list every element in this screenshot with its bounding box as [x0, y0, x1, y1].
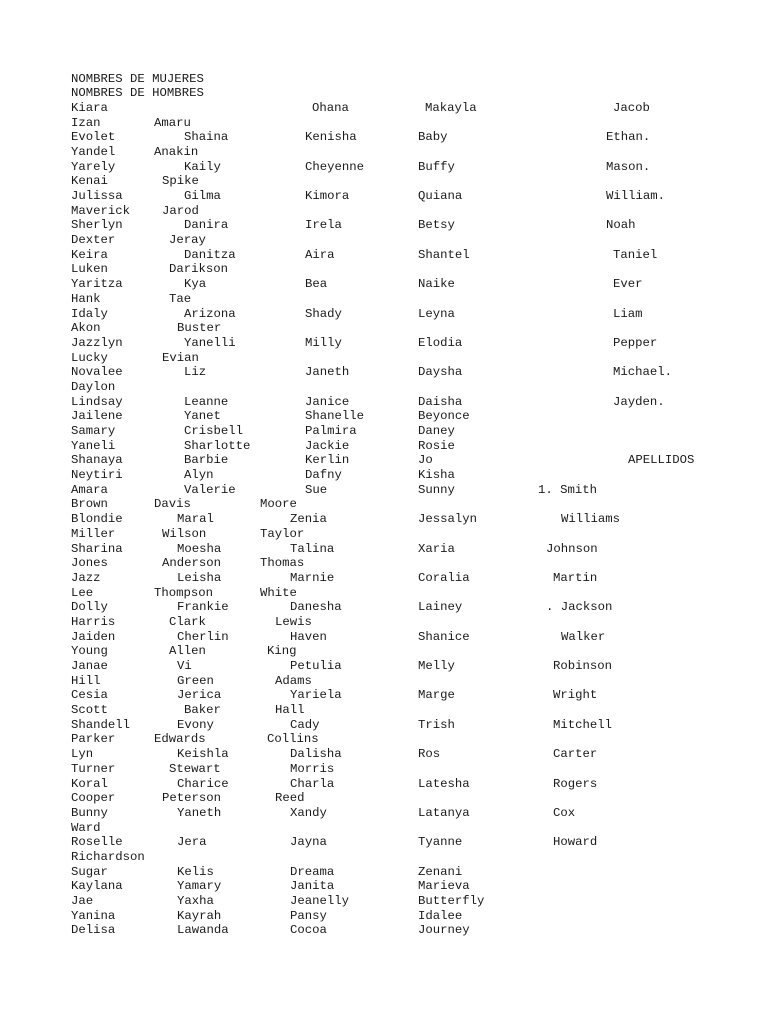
text-line — [0, 307, 768, 322]
word: Jaiden — [71, 629, 116, 644]
word: Shandell — [71, 717, 131, 732]
word: Collins — [267, 732, 319, 747]
word: Crisbell — [184, 424, 244, 438]
text-line — [0, 351, 768, 366]
word: Lee — [71, 585, 94, 600]
word: Ohana — [312, 100, 349, 115]
word: Kelis — [177, 864, 214, 879]
word: Pansy — [290, 908, 327, 923]
word: Yaritza — [71, 277, 123, 292]
word: Kisha — [418, 468, 455, 483]
word: Lainey — [418, 600, 463, 615]
word: Luken — [71, 262, 108, 277]
word: Cheyenne — [305, 159, 365, 174]
word: Harris — [71, 614, 116, 629]
text-line — [0, 865, 768, 880]
word: Jerica — [177, 688, 222, 703]
word: Moore — [260, 497, 297, 512]
word: Yariela — [290, 688, 342, 703]
word: Yandel — [71, 144, 116, 159]
word: Michael. — [613, 365, 673, 380]
word: Lucky — [71, 350, 108, 365]
text-line — [0, 909, 768, 924]
word: Brown — [71, 497, 108, 512]
word: Arizona — [184, 306, 236, 321]
text-line — [0, 615, 768, 630]
word: Jeanelly — [290, 894, 350, 908]
text-line — [0, 292, 768, 307]
word: Taniel — [613, 247, 658, 262]
word: Noah — [606, 218, 636, 233]
text-line — [0, 630, 768, 645]
word: Buster — [177, 321, 222, 336]
word: Shanaya — [71, 453, 123, 468]
word: Zenia — [290, 512, 327, 527]
text-line — [0, 923, 768, 938]
word: Barbie — [184, 453, 229, 468]
word: Zenani — [418, 864, 463, 879]
word: Jayden. — [613, 394, 665, 409]
word: Evian — [162, 350, 199, 365]
word: Dexter — [71, 233, 116, 248]
word: Evolet — [71, 130, 116, 145]
word: Kiara — [71, 100, 108, 115]
word: Baker — [184, 703, 221, 718]
word: Frankie — [177, 600, 229, 615]
word: Janae — [71, 659, 108, 673]
word: Spike — [162, 174, 199, 189]
word: Anakin — [154, 144, 199, 159]
word: Cox — [553, 805, 576, 820]
text-line — [0, 497, 768, 512]
word: Kya — [184, 277, 207, 292]
word: Kaylana — [71, 879, 123, 894]
text-line — [0, 879, 768, 894]
text-line — [0, 762, 768, 777]
text-line — [0, 791, 768, 806]
word: Williams — [561, 512, 621, 527]
word: Edwards — [154, 732, 206, 747]
word: Delisa — [71, 923, 116, 938]
word: Dolly — [71, 600, 108, 615]
text-line — [0, 439, 768, 454]
text-line — [0, 718, 768, 733]
word: Coralia — [418, 570, 470, 585]
word: Izan — [71, 115, 101, 130]
word: Julissa — [71, 189, 123, 203]
text-line — [0, 248, 768, 263]
text-line — [0, 424, 768, 439]
word: Shady — [305, 306, 342, 321]
word: Danesha — [290, 600, 342, 615]
word: Buffy — [418, 159, 455, 174]
word: Idaly — [71, 306, 108, 321]
word: Irela — [305, 218, 342, 233]
text-line — [0, 453, 768, 468]
word: Alyn — [184, 468, 214, 483]
word: William. — [606, 189, 666, 203]
word: Valerie — [184, 482, 236, 497]
word: Janice — [305, 394, 350, 409]
word: Yaneli — [71, 438, 116, 453]
word: Yanina — [71, 908, 116, 923]
word: Richardson — [71, 849, 145, 864]
word: Lawanda — [177, 923, 229, 938]
word: Tyanne — [418, 835, 463, 850]
word: Kaily — [184, 159, 221, 174]
word: Robinson — [553, 659, 613, 673]
word: Petulia — [290, 659, 342, 673]
text-line — [0, 116, 768, 131]
word: Thompson — [154, 585, 214, 600]
word: Vi — [177, 659, 192, 673]
word: Aira — [305, 247, 335, 262]
text-line — [0, 204, 768, 219]
word: Kayrah — [177, 908, 222, 923]
word: Sue — [305, 482, 328, 497]
word: Cady — [290, 717, 320, 732]
word: Xandy — [290, 805, 327, 820]
word: Yamary — [177, 879, 222, 894]
word: Carter — [553, 747, 598, 762]
text-line — [0, 468, 768, 483]
word: Parker — [71, 732, 116, 747]
text-line — [0, 600, 768, 615]
word: Hall — [275, 703, 305, 718]
word: Shanice — [418, 629, 470, 644]
word: Sharlotte — [184, 438, 251, 453]
word: Marieva — [418, 879, 470, 894]
word: Pepper — [613, 335, 658, 350]
text-line — [0, 336, 768, 351]
word: Roselle — [71, 835, 123, 850]
text-line — [0, 380, 768, 395]
word: Jo — [418, 453, 433, 468]
word: Maverick — [71, 203, 131, 218]
text-line — [0, 483, 768, 498]
word: Jackie — [305, 438, 350, 453]
word: Baby — [418, 130, 448, 145]
text-line — [0, 72, 768, 87]
word: Miller — [71, 526, 116, 541]
text-line — [0, 321, 768, 336]
word: Latesha — [418, 776, 470, 791]
text-line — [0, 262, 768, 277]
document-page — [0, 72, 768, 939]
word: Gilma — [184, 189, 221, 203]
word: Melly — [418, 659, 455, 673]
word: 1. Smith — [538, 482, 598, 497]
text-line — [0, 409, 768, 424]
word: Hill — [71, 673, 101, 688]
word: Dalisha — [290, 747, 342, 762]
word: Shantel — [418, 247, 470, 262]
word: Jae — [71, 894, 94, 908]
text-line — [0, 174, 768, 189]
word: Neytiri — [71, 468, 123, 483]
word: Lindsay — [71, 394, 123, 409]
word: Tae — [169, 291, 192, 306]
word: Wilson — [162, 526, 207, 541]
word: Adams — [275, 673, 312, 688]
word: Akon — [71, 321, 101, 336]
word: Naike — [418, 277, 455, 292]
word: Yanet — [184, 409, 221, 424]
text-line — [0, 145, 768, 160]
word: Elodia — [418, 335, 463, 350]
word: Evony — [177, 717, 214, 732]
word: Sharina — [71, 541, 123, 556]
word: Turner — [71, 761, 116, 776]
text-line — [0, 659, 768, 674]
word: Taylor — [260, 526, 305, 541]
text-line — [0, 894, 768, 909]
word: Daisha — [418, 394, 463, 409]
word: Janita — [290, 879, 335, 894]
text-line — [0, 365, 768, 380]
word: Hank — [71, 291, 101, 306]
word: Palmira — [305, 424, 357, 438]
word: Marge — [418, 688, 455, 703]
text-line — [0, 160, 768, 175]
word: Young — [71, 644, 108, 659]
word: Sunny — [418, 482, 455, 497]
text-line — [0, 777, 768, 792]
word: Danitza — [184, 247, 236, 262]
text-line — [0, 527, 768, 542]
word: Leyna — [418, 306, 455, 321]
word: Davis — [154, 497, 191, 512]
word: Dreama — [290, 864, 335, 879]
word: Amara — [71, 482, 108, 497]
word: Yanelli — [184, 335, 236, 350]
word: Idalee — [418, 908, 463, 923]
apellidos-heading: APELLIDOS — [628, 453, 695, 468]
word: Liam — [613, 306, 643, 321]
word: NOMBRES DE MUJERES — [71, 71, 204, 86]
word: Cooper — [71, 791, 116, 806]
text-line — [0, 512, 768, 527]
word: Kenai — [71, 174, 108, 189]
word: Keishla — [177, 747, 229, 762]
word: Howard — [553, 835, 598, 850]
word: Rogers — [553, 776, 598, 791]
text-line — [0, 571, 768, 586]
word: Janeth — [305, 365, 350, 380]
word: Samary — [71, 424, 116, 438]
text-line — [0, 674, 768, 689]
word: Shanelle — [305, 409, 365, 424]
word: Cherlin — [177, 629, 229, 644]
word: Jazzlyn — [71, 335, 123, 350]
word: Scott — [71, 703, 108, 718]
text-line — [0, 86, 768, 101]
word: Ever — [613, 277, 643, 292]
word: Leisha — [177, 570, 222, 585]
text-line — [0, 747, 768, 762]
word: Daylon — [71, 379, 116, 394]
word: Cocoa — [290, 923, 327, 938]
text-line — [0, 542, 768, 557]
word: Walker — [561, 629, 606, 644]
word: Sherlyn — [71, 218, 123, 233]
word: Daney — [418, 424, 455, 438]
word: King — [267, 644, 297, 659]
word: Jailene — [71, 409, 123, 424]
word: Jones — [71, 556, 108, 571]
word: Clark — [169, 614, 206, 629]
text-line — [0, 556, 768, 571]
word: Charla — [290, 776, 335, 791]
word: Leanne — [184, 394, 229, 409]
word: Darikson — [169, 262, 229, 277]
word: Dafny — [305, 468, 342, 483]
text-line — [0, 189, 768, 204]
word: Rosie — [418, 438, 455, 453]
text-line — [0, 395, 768, 410]
word: Kerlin — [305, 453, 350, 468]
text-line — [0, 233, 768, 248]
word: Novalee — [71, 365, 123, 380]
text-line — [0, 806, 768, 821]
text-line — [0, 821, 768, 836]
word: Keira — [71, 247, 108, 262]
word: Green — [177, 673, 214, 688]
word: Ethan. — [606, 130, 651, 145]
word: Journey — [418, 923, 470, 938]
word: Quiana — [418, 189, 463, 203]
word: Lewis — [275, 614, 312, 629]
word: Johnson — [546, 541, 598, 556]
word: Cesia — [71, 688, 108, 703]
word: Lyn — [71, 747, 94, 762]
word: Martin — [553, 570, 598, 585]
text-line — [0, 101, 768, 116]
text-line — [0, 277, 768, 292]
word: Ward — [71, 820, 101, 835]
word: Ros — [418, 747, 441, 762]
word: Liz — [184, 365, 207, 380]
word: Daysha — [418, 365, 463, 380]
word: Anderson — [162, 556, 222, 571]
word: Charice — [177, 776, 229, 791]
word: Kenisha — [305, 130, 357, 145]
word: Allen — [169, 644, 206, 659]
text-line — [0, 835, 768, 850]
text-line — [0, 644, 768, 659]
text-line — [0, 130, 768, 145]
word: Yaxha — [177, 894, 214, 908]
word: Mitchell — [553, 717, 613, 732]
word: . Jackson — [546, 600, 613, 615]
word: Latanya — [418, 805, 470, 820]
word: Bunny — [71, 805, 108, 820]
word: NOMBRES DE HOMBRES — [71, 86, 204, 101]
word: Kimora — [305, 189, 350, 203]
word: Thomas — [260, 556, 305, 571]
word: White — [260, 585, 297, 600]
word: Jera — [177, 835, 207, 850]
word: Sugar — [71, 864, 108, 879]
word: Makayla — [425, 100, 477, 115]
word: Talina — [290, 541, 335, 556]
word: Bea — [305, 277, 328, 292]
word: Koral — [71, 776, 108, 791]
word: Jazz — [71, 570, 101, 585]
text-line — [0, 850, 768, 865]
word: Danira — [184, 218, 229, 233]
text-line — [0, 688, 768, 703]
text-line — [0, 586, 768, 601]
word: Yaneth — [177, 805, 222, 820]
word: Haven — [290, 629, 327, 644]
word: Marnie — [290, 570, 335, 585]
word: Xaria — [418, 541, 455, 556]
text-line — [0, 732, 768, 747]
word: Mason. — [606, 159, 651, 174]
word: Reed — [275, 791, 305, 806]
word: Beyonce — [418, 409, 470, 424]
word: Amaru — [154, 115, 191, 130]
text-line — [0, 703, 768, 718]
word: Milly — [305, 335, 342, 350]
word: Jessalyn — [418, 512, 478, 527]
text-line — [0, 218, 768, 233]
word: Morris — [290, 761, 335, 776]
word: Jarod — [162, 203, 199, 218]
word: Blondie — [71, 512, 123, 527]
word: Maral — [177, 512, 214, 527]
word: Yarely — [71, 159, 116, 174]
word: Betsy — [418, 218, 455, 233]
word: Shaina — [184, 130, 229, 145]
word: Trish — [418, 717, 455, 732]
word: Stewart — [169, 761, 221, 776]
word: Jeray — [169, 233, 206, 248]
word: Peterson — [162, 791, 222, 806]
word: Jacob — [613, 100, 650, 115]
word: Wright — [553, 688, 598, 703]
word: Jayna — [290, 835, 327, 850]
word: Moesha — [177, 541, 222, 556]
word: Butterfly — [418, 894, 485, 908]
